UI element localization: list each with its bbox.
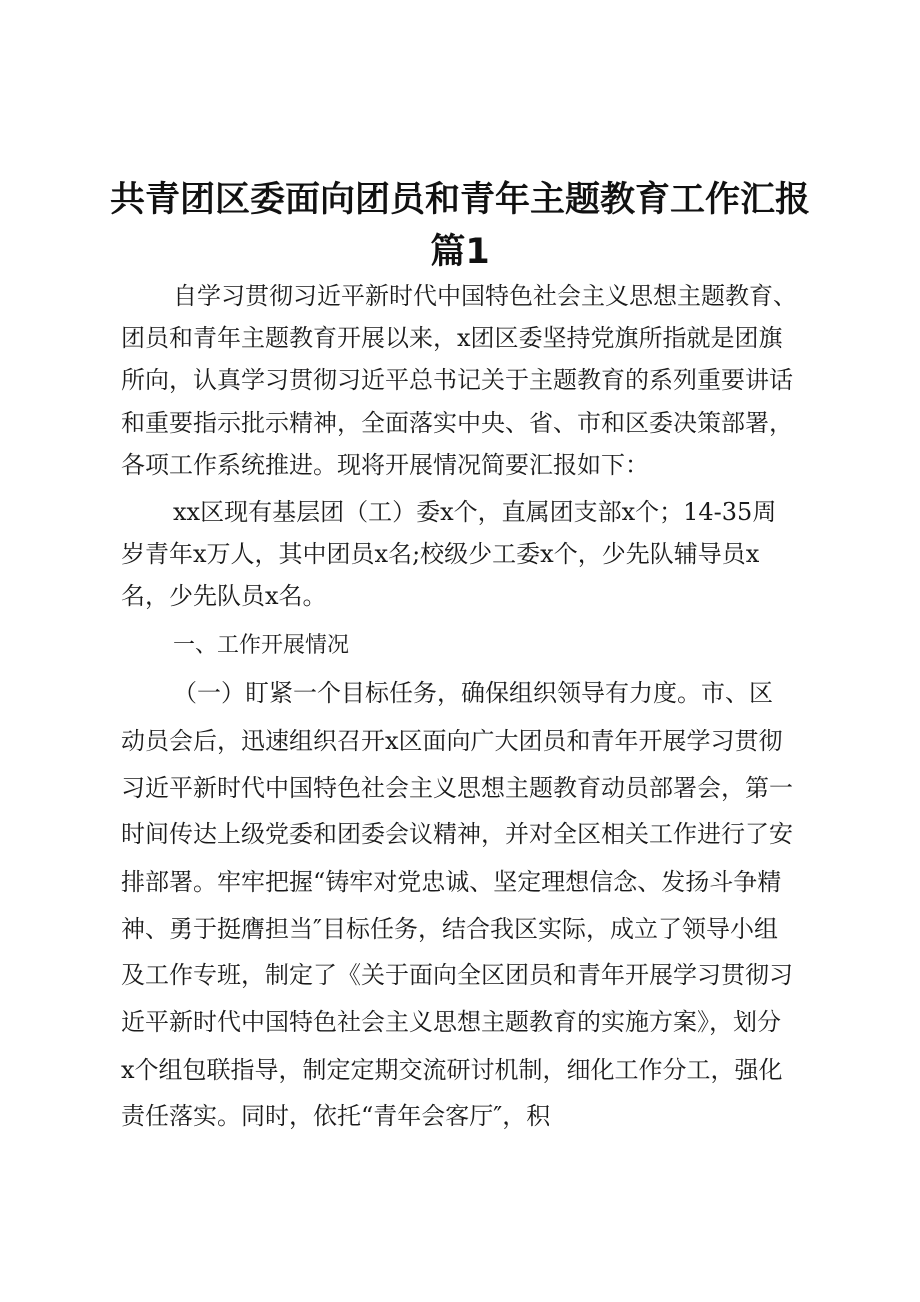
paragraph-line: 及工作专班，制定了《关于面向全区团员和青年开展学习贯彻习 bbox=[121, 961, 793, 989]
paragraph-line: 动员会后，迅速组织召开x区面向广大团员和青年开展学习贯彻 bbox=[121, 727, 783, 755]
paragraph-line: 习近平新时代中国特色社会主义思想主题教育动员部署会，第一 bbox=[121, 774, 793, 802]
paragraph-line: 近平新时代中国特色社会主义思想主题教育的实施方案》，划分 bbox=[121, 1008, 781, 1036]
paragraph-line: x个组包联指导，制定定期交流研讨机制，细化工作分工，强化 bbox=[121, 1056, 783, 1084]
paragraph-line: 名，少先队员x名。 bbox=[121, 582, 327, 610]
paragraph-line: xx区现有基层团（工）委x个，直属团支部x个；14-35周 bbox=[173, 498, 777, 526]
paragraph-line: 时间传达上级党委和团委会议精神，并对全区相关工作进行了安 bbox=[121, 820, 793, 848]
document-title: 共青团区委面向团员和青年主题教育工作汇报 bbox=[109, 180, 810, 220]
paragraph-line: 责任落实。同时，依托“青年会客厅″，积 bbox=[121, 1102, 551, 1130]
paragraph-line: 所向，认真学习贯彻习近平总书记关于主题教育的系列重要讲话 bbox=[121, 366, 793, 394]
section-heading: 一、工作开展情况 bbox=[173, 633, 350, 658]
paragraph-line: 排部署。牢牢把握“铸牢对党忠诚、坚定理想信念、发扬斗争精 bbox=[121, 868, 782, 896]
paragraph-line: 团员和青年主题教育开展以来，x团区委坚持党旗所指就是团旗 bbox=[121, 324, 783, 352]
paragraph-line: 岁青年x万人，其中团员x名;校级少工委x个，少先队辅导员x bbox=[121, 540, 760, 568]
paragraph-line: 神、勇于挺膺担当″目标任务，结合我区实际，成立了领导小组 bbox=[121, 915, 778, 943]
paragraph-line: 各项工作系统推进。现将开展情况简要汇报如下： bbox=[121, 451, 649, 479]
paragraph-line: 自学习贯彻习近平新时代中国特色社会主义思想主题教育、 bbox=[173, 282, 797, 310]
document-title-part: 篇1 bbox=[430, 232, 490, 272]
paragraph-line: （一）盯紧一个目标任务，确保组织领导有力度。市、区 bbox=[173, 679, 773, 707]
paragraph-line: 和重要指示批示精神，全面落实中央、省、市和区委决策部署， bbox=[121, 409, 793, 437]
